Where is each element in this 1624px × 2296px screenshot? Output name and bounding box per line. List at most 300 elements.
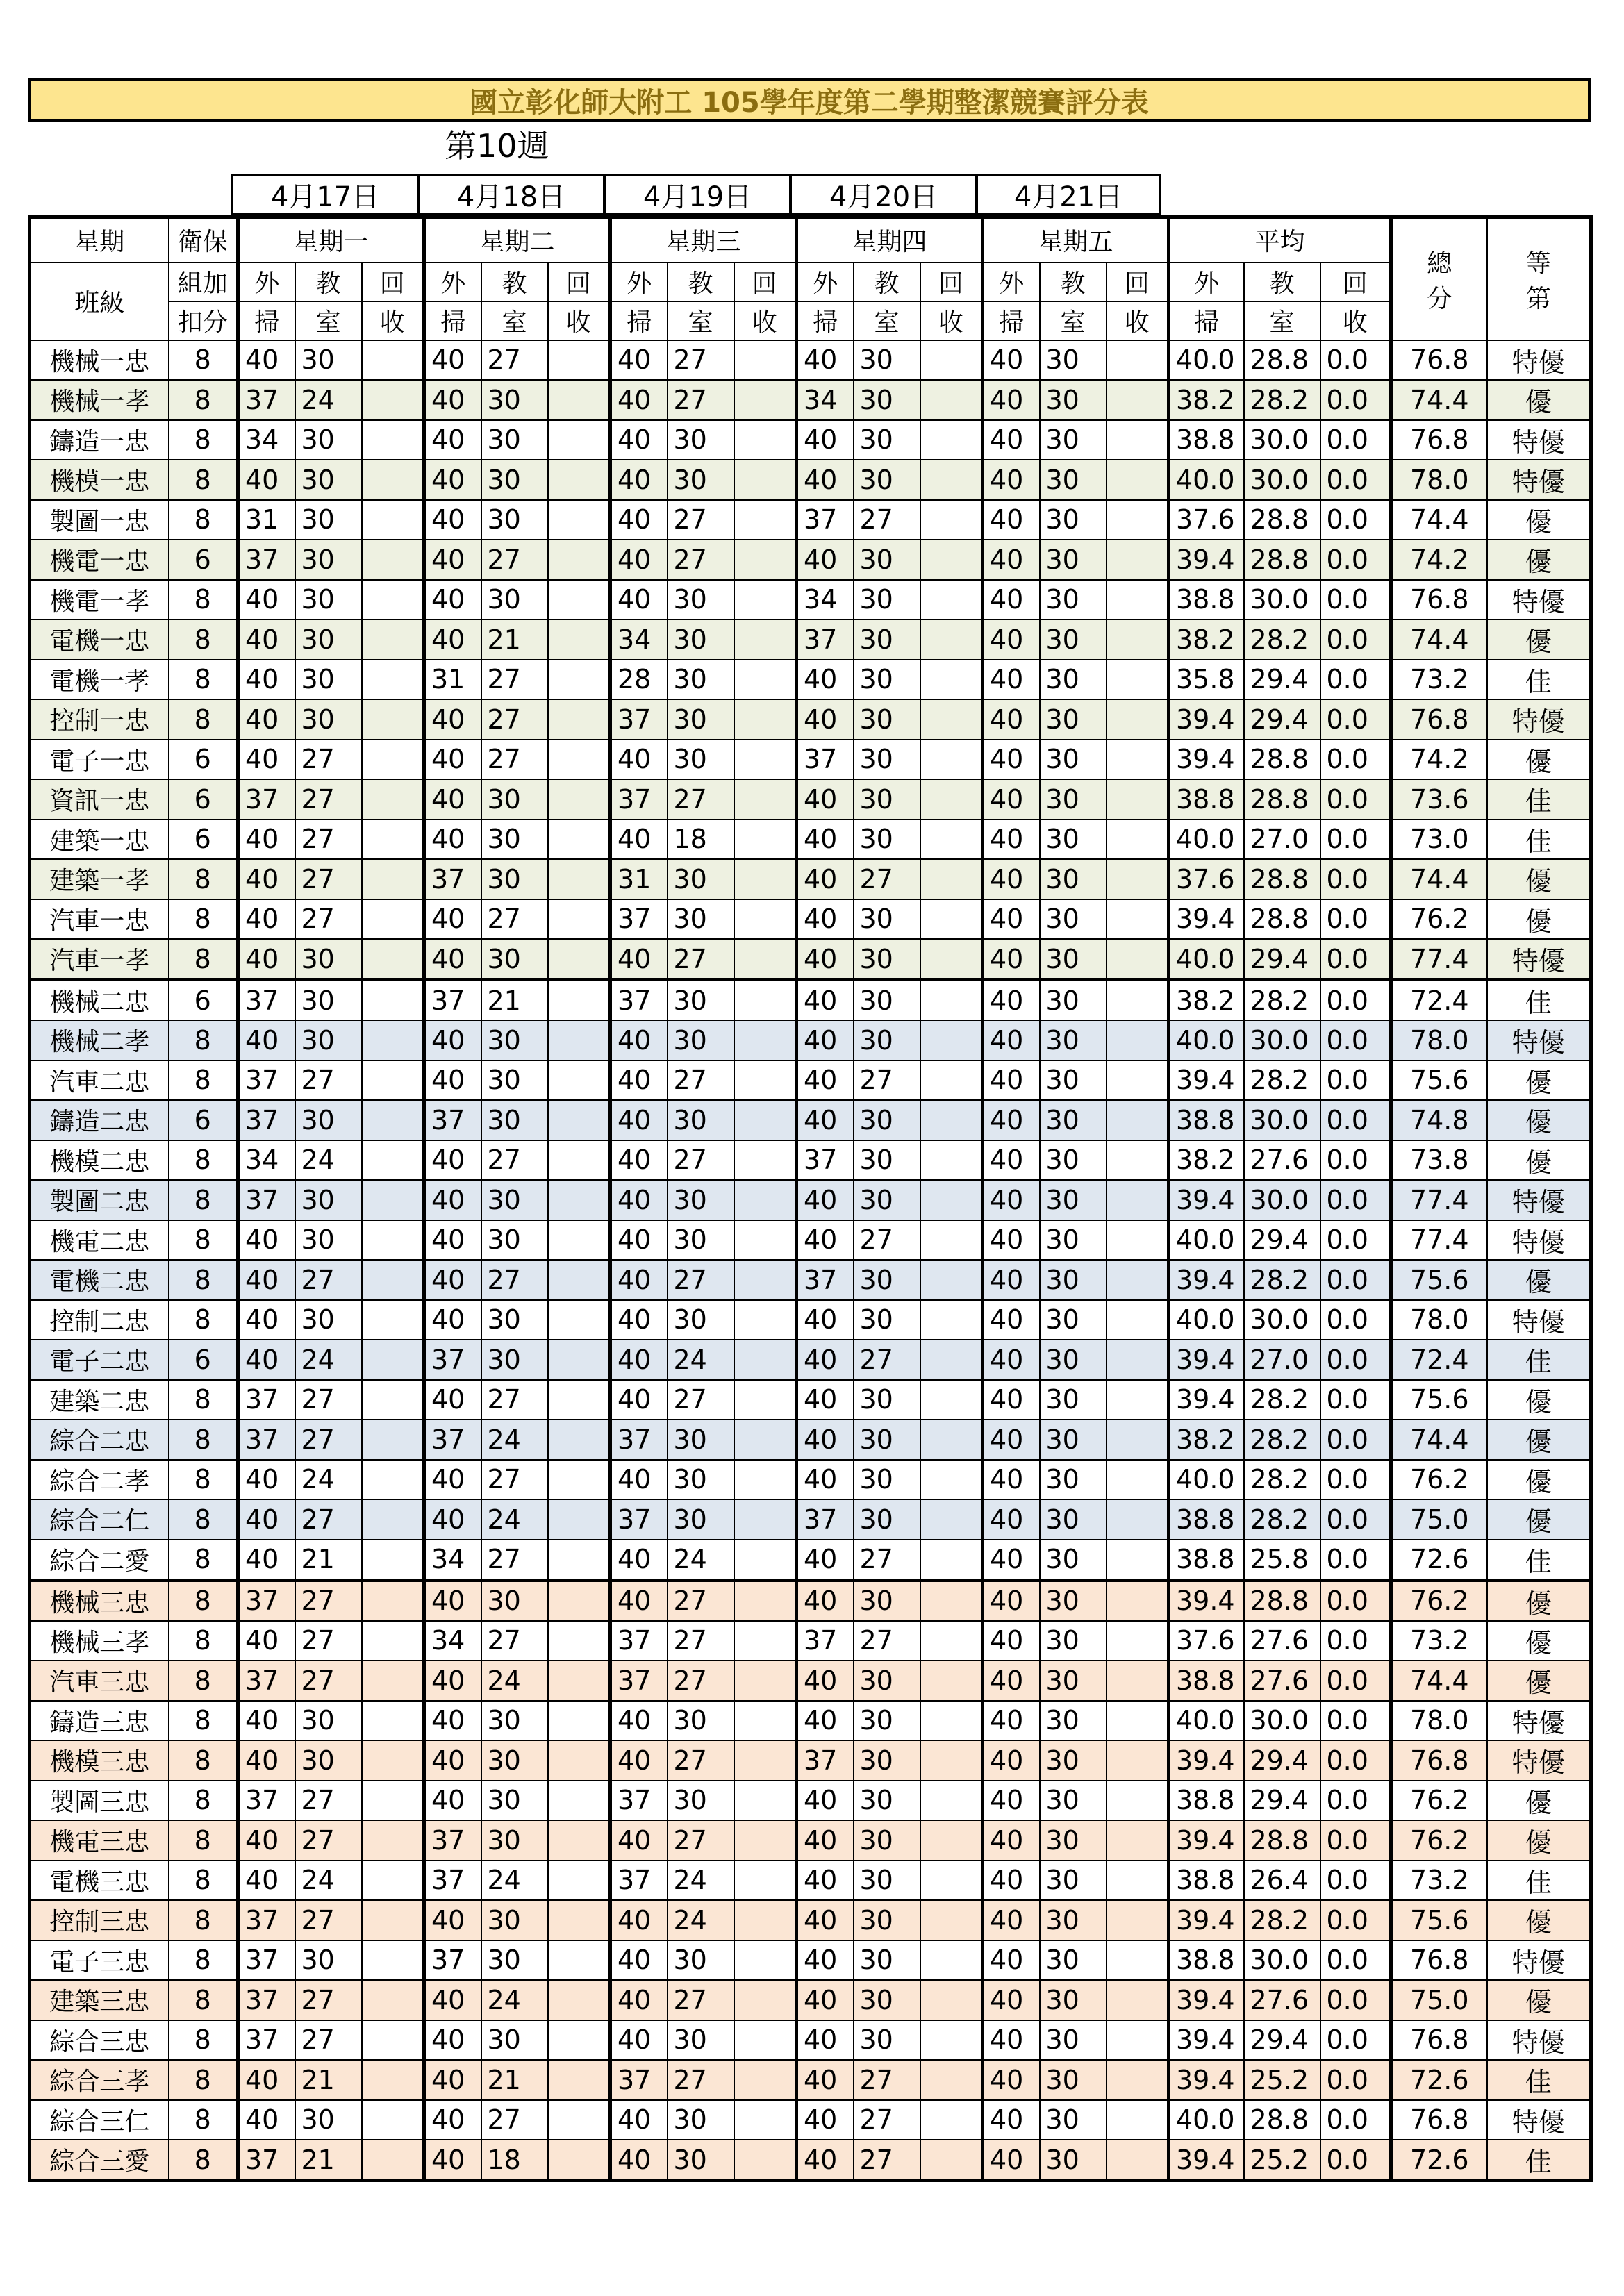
avg-outdoor-cell: 38.2 [1169,980,1244,1021]
classroom-score-cell: 30 [668,619,734,660]
avg-classroom-cell: 28.2 [1244,619,1320,660]
deduct-header-3: 扣分 [169,301,238,340]
outdoor-score-cell: 40 [611,500,668,540]
outdoor-score-cell: 40 [611,1820,668,1861]
classroom-score-cell: 30 [854,1740,920,1781]
outdoor-score-cell: 40 [611,1060,668,1101]
outdoor-score-cell: 40 [797,2060,854,2100]
deduct-header-1: 衛保 [169,217,238,263]
avg-outdoor-cell: 38.8 [1169,1100,1244,1140]
recycle-score-cell [548,660,611,700]
classroom-score-cell: 30 [481,1820,548,1861]
avg-outdoor-cell: 38.2 [1169,380,1244,420]
sub-header-cell: 回 [1320,263,1391,301]
table-row [30,1260,1591,1300]
recycle-score-cell [734,1220,797,1261]
recycle-score-cell [734,820,797,860]
classroom-score-cell: 30 [854,1499,920,1540]
avg-recycle-cell: 0.0 [1320,1580,1391,1621]
classroom-score-cell: 24 [668,1861,734,1901]
deduct-cell: 8 [169,1900,238,1940]
recycle-score-cell [548,1980,611,2020]
table-row [30,1701,1591,1741]
total-cell: 73.2 [1391,660,1487,700]
outdoor-score-cell: 40 [611,1020,668,1060]
outdoor-score-cell: 37 [797,740,854,780]
total-cell: 75.0 [1391,1499,1487,1540]
recycle-score-cell [548,1540,611,1581]
table-row [30,899,1591,940]
class-name-cell: 汽車三忠 [30,1661,169,1701]
avg-outdoor-cell: 40.0 [1169,1220,1244,1261]
avg-outdoor-cell: 38.8 [1169,1661,1244,1701]
avg-recycle-cell: 0.0 [1320,2060,1391,2100]
grade-cell: 特優 [1487,580,1591,620]
outdoor-score-cell: 40 [797,1340,854,1380]
sub-header-cell: 掃 [983,301,1040,340]
grade-cell: 優 [1487,1100,1591,1140]
classroom-score-cell: 30 [1040,1661,1107,1701]
classroom-score-cell: 30 [481,380,548,420]
classroom-score-cell: 30 [854,1861,920,1901]
recycle-score-cell [734,580,797,620]
classroom-score-cell: 30 [854,779,920,820]
outdoor-score-cell: 37 [424,1861,481,1901]
classroom-score-cell: 30 [295,500,362,540]
recycle-score-cell [734,1540,797,1581]
outdoor-score-cell: 40 [983,2020,1040,2061]
classroom-score-cell: 30 [854,1020,920,1060]
recycle-score-cell [920,1499,983,1540]
outdoor-score-cell: 37 [424,1420,481,1460]
outdoor-score-cell: 40 [797,1460,854,1500]
outdoor-score-cell: 40 [611,1701,668,1741]
recycle-score-cell [1107,619,1169,660]
avg-recycle-cell: 0.0 [1320,380,1391,420]
outdoor-score-cell: 40 [238,1300,295,1340]
avg-outdoor-cell: 40.0 [1169,2100,1244,2140]
deduct-cell: 8 [169,1661,238,1701]
recycle-score-cell [734,1580,797,1621]
outdoor-score-cell: 40 [424,1701,481,1741]
recycle-score-cell [920,420,983,460]
avg-recycle-cell: 0.0 [1320,420,1391,460]
total-cell: 72.6 [1391,2140,1487,2181]
outdoor-score-cell: 37 [238,1100,295,1140]
classroom-score-cell: 27 [854,1540,920,1581]
grade-cell: 特優 [1487,1180,1591,1220]
classroom-score-cell: 27 [481,1260,548,1300]
classroom-score-cell: 30 [481,420,548,460]
classroom-score-cell: 30 [668,660,734,700]
deduct-cell: 8 [169,580,238,620]
recycle-score-cell [548,740,611,780]
outdoor-score-cell: 40 [983,1460,1040,1500]
recycle-score-cell [734,500,797,540]
avg-outdoor-cell: 38.2 [1169,1140,1244,1181]
outdoor-score-cell: 40 [424,540,481,580]
outdoor-score-cell: 40 [983,1180,1040,1220]
recycle-score-cell [362,1540,424,1581]
recycle-score-cell [920,1460,983,1500]
recycle-score-cell [920,1781,983,1821]
avg-recycle-cell: 0.0 [1320,1980,1391,2020]
deduct-cell: 8 [169,2060,238,2100]
recycle-score-cell [548,1380,611,1420]
classroom-score-cell: 27 [668,939,734,980]
table-row [30,740,1591,780]
classroom-score-cell: 30 [481,1060,548,1101]
total-cell: 76.8 [1391,580,1487,620]
classroom-score-cell: 30 [295,1701,362,1741]
grade-cell: 特優 [1487,1020,1591,1060]
classroom-score-cell: 30 [1040,1621,1107,1661]
outdoor-score-cell: 37 [238,1580,295,1621]
recycle-score-cell [362,899,424,940]
recycle-score-cell [362,1781,424,1821]
outdoor-score-cell: 40 [797,540,854,580]
recycle-score-cell [548,899,611,940]
classroom-score-cell: 27 [668,1621,734,1661]
avg-recycle-cell: 0.0 [1320,1701,1391,1741]
outdoor-score-cell: 40 [611,939,668,980]
avg-classroom-cell: 27.6 [1244,1980,1320,2020]
recycle-score-cell [920,1260,983,1300]
grade-cell: 優 [1487,1781,1591,1821]
outdoor-score-cell: 40 [797,779,854,820]
recycle-score-cell [734,1621,797,1661]
recycle-score-cell [920,1340,983,1380]
recycle-score-cell [1107,779,1169,820]
class-name-cell: 機械一忠 [30,340,169,381]
classroom-score-cell: 27 [295,1260,362,1300]
outdoor-score-cell: 40 [424,2100,481,2140]
classroom-score-cell: 30 [481,820,548,860]
avg-outdoor-cell: 40.0 [1169,1701,1244,1741]
total-cell: 74.8 [1391,1100,1487,1140]
recycle-score-cell [920,859,983,899]
classroom-score-cell: 30 [1040,2100,1107,2140]
avg-recycle-cell: 0.0 [1320,1661,1391,1701]
total-cell: 76.8 [1391,2020,1487,2061]
classroom-score-cell: 30 [668,1180,734,1220]
recycle-score-cell [920,1420,983,1460]
avg-outdoor-cell: 39.4 [1169,2020,1244,2061]
deduct-cell: 8 [169,1420,238,1460]
classroom-score-cell: 30 [1040,1460,1107,1500]
recycle-score-cell [920,939,983,980]
avg-outdoor-cell: 39.4 [1169,2060,1244,2100]
outdoor-score-cell: 40 [983,1140,1040,1181]
avg-classroom-cell: 28.8 [1244,740,1320,780]
outdoor-score-cell: 40 [983,980,1040,1021]
table-row [30,1340,1591,1380]
deduct-cell: 6 [169,1100,238,1140]
avg-classroom-cell: 25.2 [1244,2140,1320,2181]
classroom-score-cell: 30 [1040,1820,1107,1861]
grade-cell: 優 [1487,1980,1591,2020]
avg-classroom-cell: 28.8 [1244,859,1320,899]
total-cell: 76.8 [1391,699,1487,740]
outdoor-score-cell: 40 [983,1621,1040,1661]
total-cell: 75.0 [1391,1980,1487,2020]
deduct-cell: 8 [169,1701,238,1741]
grade-cell: 優 [1487,1900,1591,1940]
recycle-score-cell [734,699,797,740]
table-row [30,1980,1591,2020]
outdoor-score-cell: 37 [424,1340,481,1380]
avg-outdoor-cell: 39.4 [1169,1380,1244,1420]
classroom-score-cell: 30 [668,2020,734,2061]
outdoor-score-cell: 40 [797,1900,854,1940]
deduct-cell: 8 [169,2140,238,2181]
outdoor-score-cell: 40 [983,540,1040,580]
classroom-score-cell: 27 [481,1621,548,1661]
recycle-score-cell [362,1300,424,1340]
sub-header-cell: 回 [1107,263,1169,301]
classroom-score-cell: 27 [295,820,362,860]
class-name-cell: 機電一忠 [30,540,169,580]
classroom-score-cell: 27 [481,660,548,700]
recycle-score-cell [920,1100,983,1140]
total-cell: 74.2 [1391,540,1487,580]
outdoor-score-cell: 40 [611,1460,668,1500]
deduct-cell: 8 [169,619,238,660]
deduct-cell: 8 [169,380,238,420]
outdoor-score-cell: 40 [983,1820,1040,1861]
deduct-cell: 8 [169,660,238,700]
classroom-score-cell: 30 [481,1701,548,1741]
avg-classroom-cell: 28.2 [1244,1499,1320,1540]
outdoor-score-cell: 40 [424,580,481,620]
avg-recycle-cell: 0.0 [1320,1340,1391,1380]
outdoor-score-cell: 40 [424,1980,481,2020]
class-name-cell: 機電一孝 [30,580,169,620]
classroom-score-cell: 27 [854,500,920,540]
recycle-score-cell [548,1460,611,1500]
outdoor-score-cell: 40 [983,1701,1040,1741]
classroom-score-cell: 27 [854,2060,920,2100]
classroom-score-cell: 30 [668,1220,734,1261]
grade-header-2: 第 [1525,284,1551,313]
recycle-score-cell [362,580,424,620]
sub-header-cell: 收 [920,301,983,340]
classroom-score-cell: 27 [295,899,362,940]
outdoor-score-cell: 37 [238,1060,295,1101]
sub-header-cell: 室 [1040,301,1107,340]
recycle-score-cell [920,1300,983,1340]
classroom-score-cell: 30 [668,899,734,940]
classroom-score-cell: 30 [668,1701,734,1741]
sub-header-cell: 室 [481,301,548,340]
avg-recycle-cell: 0.0 [1320,899,1391,940]
recycle-score-cell [362,2020,424,2061]
deduct-cell: 8 [169,1540,238,1581]
classroom-score-cell: 30 [295,2100,362,2140]
classroom-score-cell: 30 [1040,820,1107,860]
outdoor-score-cell: 40 [983,500,1040,540]
sub-header-cell: 外 [797,263,854,301]
total-cell: 72.4 [1391,1340,1487,1380]
grade-cell: 優 [1487,1621,1591,1661]
total-cell: 76.2 [1391,1820,1487,1861]
table-row [30,820,1591,860]
total-cell: 75.6 [1391,1900,1487,1940]
avg-recycle-cell: 0.0 [1320,1540,1391,1581]
classroom-score-cell: 27 [481,1380,548,1420]
class-name-cell: 機械二孝 [30,1020,169,1060]
recycle-score-cell [362,1260,424,1300]
sub-header-cell: 教 [1244,263,1320,301]
recycle-score-cell [362,1499,424,1540]
recycle-score-cell [920,340,983,381]
outdoor-score-cell: 40 [238,699,295,740]
recycle-score-cell [920,1220,983,1261]
table-row [30,1460,1591,1500]
outdoor-score-cell: 40 [797,1180,854,1220]
outdoor-score-cell: 40 [983,939,1040,980]
sub-header-cell: 外 [238,263,295,301]
deduct-cell: 8 [169,1260,238,1300]
total-cell: 73.2 [1391,1861,1487,1901]
recycle-score-cell [548,1340,611,1380]
class-name-cell: 綜合三仁 [30,2100,169,2140]
recycle-score-cell [548,859,611,899]
grade-cell: 特優 [1487,699,1591,740]
table-row [30,1861,1591,1901]
recycle-score-cell [362,1220,424,1261]
table-row [30,1621,1591,1661]
recycle-score-cell [734,619,797,660]
avg-recycle-cell: 0.0 [1320,1499,1391,1540]
classroom-score-cell: 30 [295,1100,362,1140]
outdoor-score-cell: 40 [797,699,854,740]
outdoor-score-cell: 37 [238,1781,295,1821]
outdoor-score-cell: 37 [238,1980,295,2020]
deduct-cell: 6 [169,820,238,860]
classroom-score-cell: 30 [668,2140,734,2181]
avg-classroom-cell: 27.0 [1244,820,1320,860]
class-name-cell: 控制三忠 [30,1900,169,1940]
date-tue: 4月18日 [417,174,603,215]
total-cell: 76.2 [1391,899,1487,940]
recycle-score-cell [362,2060,424,2100]
total-cell: 74.4 [1391,380,1487,420]
table-row [30,1781,1591,1821]
grade-cell: 優 [1487,1499,1591,1540]
recycle-score-cell [362,2140,424,2181]
avg-outdoor-cell: 39.4 [1169,1740,1244,1781]
recycle-score-cell [920,1540,983,1581]
recycle-score-cell [734,1740,797,1781]
avg-outdoor-cell: 39.4 [1169,1180,1244,1220]
outdoor-score-cell: 40 [424,899,481,940]
avg-classroom-cell: 30.0 [1244,1020,1320,1060]
avg-recycle-cell: 0.0 [1320,1060,1391,1101]
recycle-score-cell [1107,1460,1169,1500]
outdoor-score-cell: 34 [238,420,295,460]
classroom-score-cell: 30 [1040,859,1107,899]
recycle-score-cell [362,500,424,540]
deduct-cell: 8 [169,1781,238,1821]
classroom-score-cell: 30 [481,1300,548,1340]
total-cell: 73.8 [1391,1140,1487,1181]
classroom-score-cell: 30 [854,939,920,980]
outdoor-score-cell: 40 [611,1100,668,1140]
classroom-score-cell: 30 [854,619,920,660]
sub-header-cell: 室 [1244,301,1320,340]
classroom-score-cell: 30 [668,980,734,1021]
recycle-score-cell [362,1740,424,1781]
recycle-score-cell [362,1940,424,1981]
avg-classroom-cell: 28.2 [1244,1380,1320,1420]
class-name-cell: 機械一孝 [30,380,169,420]
avg-classroom-cell: 30.0 [1244,1940,1320,1981]
recycle-score-cell [1107,1820,1169,1861]
class-name-cell: 綜合三愛 [30,2140,169,2181]
recycle-score-cell [548,2100,611,2140]
deduct-cell: 8 [169,1460,238,1500]
classroom-score-cell: 30 [1040,1140,1107,1181]
classroom-score-cell: 27 [481,1140,548,1181]
grade-cell: 優 [1487,380,1591,420]
outdoor-score-cell: 40 [983,1340,1040,1380]
recycle-score-cell [548,340,611,381]
recycle-score-cell [362,939,424,980]
classroom-score-cell: 30 [295,1020,362,1060]
class-name-cell: 建築一孝 [30,859,169,899]
outdoor-score-cell: 40 [424,1020,481,1060]
recycle-score-cell [734,1060,797,1101]
outdoor-score-cell: 40 [797,1060,854,1101]
avg-outdoor-cell: 37.6 [1169,500,1244,540]
classroom-score-cell: 30 [1040,2020,1107,2061]
recycle-score-cell [920,1380,983,1420]
classroom-score-cell: 30 [481,1580,548,1621]
avg-outdoor-cell: 40.0 [1169,939,1244,980]
classroom-score-cell: 30 [854,340,920,381]
total-cell: 78.0 [1391,1300,1487,1340]
table-row [30,1940,1591,1981]
recycle-score-cell [920,740,983,780]
grade-header-1: 等 [1525,249,1551,278]
avg-classroom-cell: 29.4 [1244,660,1320,700]
outdoor-score-cell: 40 [983,580,1040,620]
avg-outdoor-cell: 39.4 [1169,1340,1244,1380]
recycle-score-cell [362,1060,424,1101]
total-header [1391,217,1487,340]
recycle-score-cell [920,580,983,620]
classroom-score-cell: 30 [1040,2060,1107,2100]
class-name-cell: 控制一忠 [30,699,169,740]
grade-cell: 特優 [1487,1701,1591,1741]
avg-recycle-cell: 0.0 [1320,820,1391,860]
table-row [30,2020,1591,2061]
outdoor-score-cell: 40 [797,1020,854,1060]
classroom-score-cell: 30 [295,1740,362,1781]
recycle-score-cell [734,859,797,899]
classroom-score-cell: 27 [668,1740,734,1781]
recycle-score-cell [1107,859,1169,899]
outdoor-score-cell: 40 [424,1260,481,1300]
deduct-cell: 6 [169,540,238,580]
recycle-score-cell [362,779,424,820]
grade-cell: 佳 [1487,779,1591,820]
avg-classroom-cell: 26.4 [1244,1861,1320,1901]
sub-header-cell: 收 [1107,301,1169,340]
outdoor-score-cell: 40 [611,540,668,580]
recycle-score-cell [1107,1380,1169,1420]
